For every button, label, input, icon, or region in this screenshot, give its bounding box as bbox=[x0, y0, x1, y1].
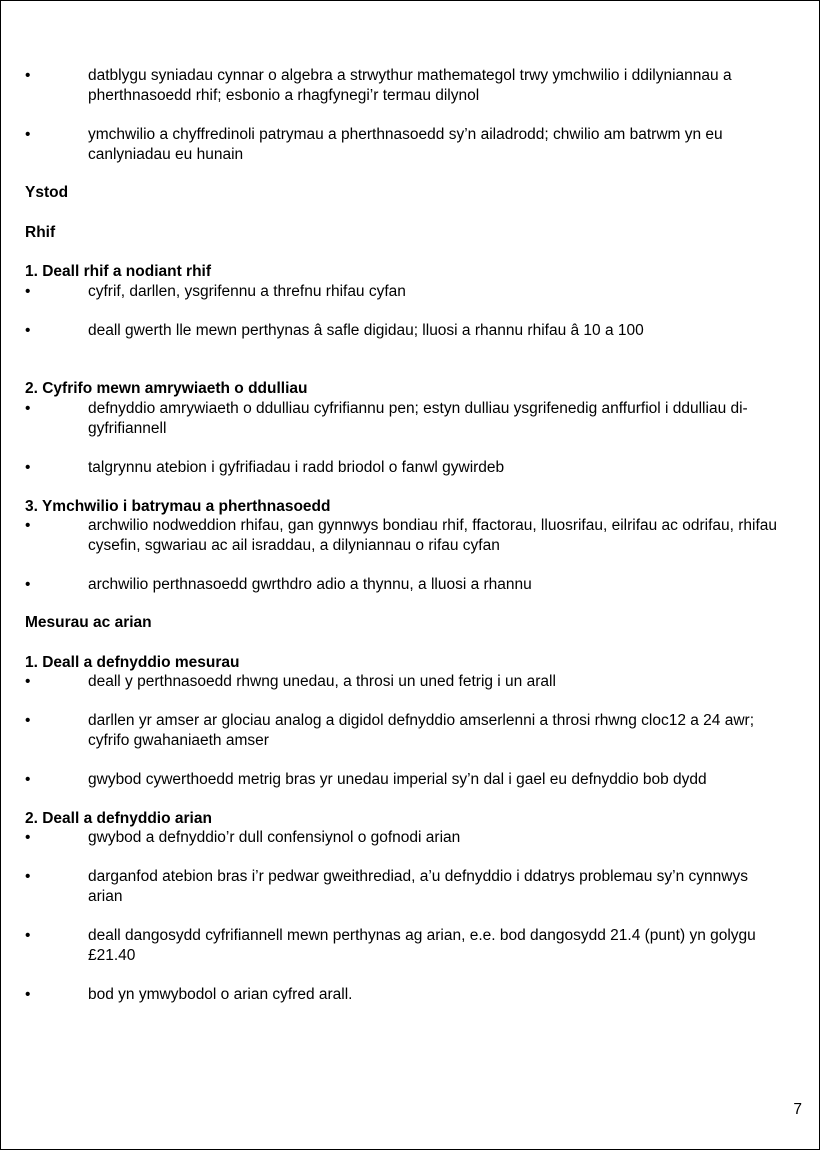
list-item-text: archwilio nodweddion rhifau, gan gynnwys bondiau rhif, ffactorau, lluosrifau, eilrifau ac odrifau, rhifau cysefin, sgwariau ac ail israddau, a dilyniannau o rifau cyfan bbox=[88, 517, 778, 554]
list-item bbox=[25, 458, 795, 478]
list-item-text: gwybod cywerthoedd metrig bras yr unedau imperial sy’n dal i gael eu defnyddio bob dydd bbox=[88, 771, 707, 788]
list-item-text: deall y perthnasoedd rhwng unedau, a throsi un uned fetrig i un arall bbox=[88, 673, 556, 690]
subsection-title: 2. Cyfrifo mewn amrywiaeth o ddulliau bbox=[25, 380, 308, 397]
section-heading-rhif: Rhif bbox=[25, 224, 56, 241]
list-item-text: ymchwilio a chyffredinoli patrymau a pherthnasoedd sy’n ailadrodd; chwilio am batrwm yn eu canlyniadau eu hunain bbox=[88, 126, 723, 163]
list-item bbox=[25, 867, 795, 907]
bullet-marker: • bbox=[25, 400, 31, 417]
bullet-marker: • bbox=[25, 712, 31, 729]
list-item bbox=[25, 575, 795, 595]
list-item bbox=[25, 711, 795, 751]
list-item-text: darllen yr amser ar glociau analog a digidol defnyddio amserlenni a throsi rhwng cloc12 a 24 awr; cyfrifo gwahaniaeth amser bbox=[88, 712, 755, 749]
subsection-title: 3. Ymchwilio i batrymau a pherthnasoedd bbox=[25, 498, 331, 515]
list-item-text: cyfrif, darllen, ysgrifennu a threfnu rhifau cyfan bbox=[88, 283, 406, 300]
bullet-marker: • bbox=[25, 67, 31, 84]
bullet-marker: • bbox=[25, 927, 31, 944]
list-item bbox=[25, 321, 795, 341]
list-item-text: deall dangosydd cyfrifiannell mewn perthynas ag arian, e.e. bod dangosydd 21.4 (punt) yn golygu £21.40 bbox=[88, 927, 756, 964]
bullet-marker: • bbox=[25, 771, 31, 788]
list-item-text: talgrynnu atebion i gyfrifiadau i radd briodol o fanwl gywirdeb bbox=[88, 459, 505, 476]
bullet-marker: • bbox=[25, 459, 31, 476]
bullet-marker: • bbox=[25, 868, 31, 885]
list-item-text: defnyddio amrywiaeth o ddulliau cyfrifiannu pen; estyn dulliau ysgrifenedig anffurfiol i ddulliau di-gyfrifiannell bbox=[88, 400, 748, 437]
bullet-marker: • bbox=[25, 576, 31, 593]
list-item-text: archwilio perthnasoedd gwrthdro adio a thynnu, a lluosi a rhannu bbox=[88, 576, 532, 593]
list-item bbox=[25, 828, 795, 848]
list-item bbox=[25, 125, 795, 165]
bullet-marker: • bbox=[25, 673, 31, 690]
list-item bbox=[25, 399, 795, 439]
subsection-title: 1. Deall a defnyddio mesurau bbox=[25, 654, 240, 671]
page-number: 7 bbox=[793, 1101, 802, 1118]
list-item bbox=[25, 985, 795, 1005]
list-item-text: bod yn ymwybodol o arian cyfred arall. bbox=[88, 986, 353, 1003]
list-item bbox=[25, 282, 795, 302]
section-heading-mesurau: Mesurau ac arian bbox=[25, 614, 152, 631]
section-heading-ystod: Ystod bbox=[25, 184, 69, 201]
list-item-text: datblygu syniadau cynnar o algebra a strwythur mathemategol trwy ymchwilio i ddilyniannau a pherthnasoedd rhif; esbonio a rhagfynegi’r termau dilynol bbox=[88, 67, 732, 104]
list-item-text: deall gwerth lle mewn perthynas â safle digidau; lluosi a rhannu rhifau â 10 a 100 bbox=[88, 322, 644, 339]
bullet-marker: • bbox=[25, 126, 31, 143]
bullet-marker: • bbox=[25, 517, 31, 534]
list-item bbox=[25, 672, 795, 692]
bullet-marker: • bbox=[25, 283, 31, 300]
list-item bbox=[25, 926, 795, 966]
bullet-marker: • bbox=[25, 322, 31, 339]
list-item bbox=[25, 516, 795, 556]
list-item-text: gwybod a defnyddio’r dull confensiynol o gofnodi arian bbox=[88, 829, 461, 846]
subsection-title: 2. Deall a defnyddio arian bbox=[25, 810, 212, 827]
list-item bbox=[25, 770, 795, 790]
bullet-marker: • bbox=[25, 829, 31, 846]
subsection-title: 1. Deall rhif a nodiant rhif bbox=[25, 263, 212, 280]
list-item bbox=[25, 66, 795, 106]
bullet-marker: • bbox=[25, 986, 31, 1003]
list-item-text: darganfod atebion bras i’r pedwar gweithrediad, a’u defnyddio i ddatrys problemau sy’n cynnwys arian bbox=[88, 868, 748, 905]
